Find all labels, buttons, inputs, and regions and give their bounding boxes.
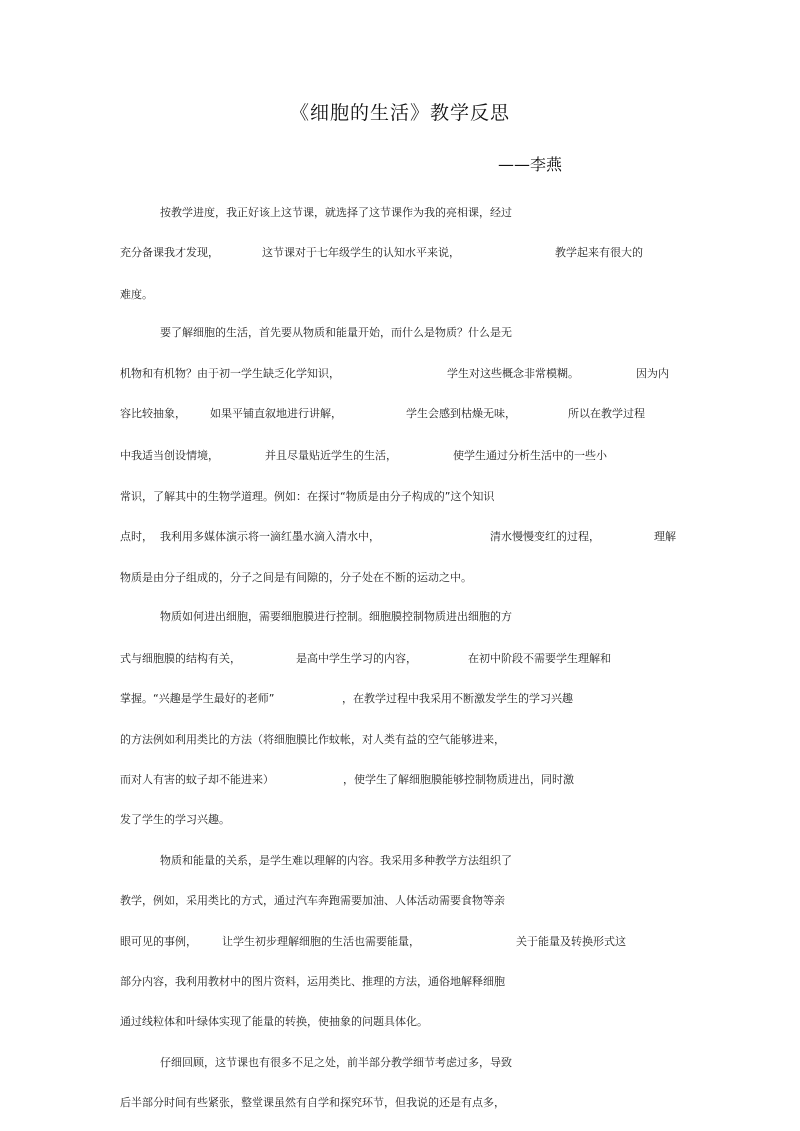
text-segment: 要了解细胞的生活，首先要从物质和能量开始，而什么是物质？什么是无	[160, 326, 512, 339]
text-line	[0, 285, 800, 305]
text-segment: 使学生通过分析生活中的一些小	[453, 449, 607, 462]
text-segment: 中我适当创设情境，	[120, 449, 219, 462]
text-segment: 教学起来有很大的	[555, 246, 643, 259]
text-segment: ，使学生了解细胞膜能够控制物质进出，同时激	[343, 773, 574, 786]
document-author: ——李燕	[498, 155, 563, 174]
text-segment: 让学生初步理解细胞的生活也需要能量，	[222, 935, 420, 948]
text-segment: 容比较抽象，	[120, 407, 186, 420]
text-line	[0, 364, 800, 384]
text-segment: 的方法例如利用类比的方法（将细胞膜比作蚊帐，对人类有益的空气能够进来，	[120, 733, 505, 746]
text-segment: 后半部分时间有些紧张，整堂课虽然有自学和探究环节，但我说的还是有点多，	[120, 1096, 505, 1109]
text-segment: 式与细胞膜的结构有关，	[120, 652, 241, 665]
text-segment: 充分备课我才发现，	[120, 246, 219, 259]
text-segment: 部分内容，我利用教材中的图片资料，运用类比、推理的方法，通俗地解释细胞	[120, 975, 505, 988]
text-segment: 所以在教学过程	[568, 407, 645, 420]
text-segment: 清水慢慢变红的过程，	[490, 530, 600, 543]
text-segment: 这节课对于七年级学生的认知水平来说，	[262, 246, 460, 259]
text-segment: 学生会感到枯燥无味，	[406, 407, 516, 420]
text-line	[0, 1012, 800, 1032]
text-line	[0, 607, 800, 627]
text-line	[0, 1053, 800, 1073]
text-line	[0, 487, 800, 507]
text-segment: 难度。	[120, 288, 153, 301]
text-segment: 常识，了解其中的生物学道理。例如：在探讨“物质是由分子构成的”这个知识	[120, 490, 495, 503]
text-segment: 关于能量及转换形式这	[516, 935, 626, 948]
text-line	[0, 446, 800, 466]
text-segment: 而对人有害的蚊子却不能进来）	[120, 773, 274, 786]
text-segment: 点时，	[120, 530, 153, 543]
text-line	[0, 972, 800, 992]
text-segment: 并且尽量贴近学生的生活，	[265, 449, 397, 462]
text-segment: 我利用多媒体演示将一滴红墨水滴入清水中，	[160, 530, 380, 543]
text-segment: 理解	[654, 530, 676, 543]
text-segment: 仔细回顾，这节课也有很多不足之处，前半部分教学细节考虑过多，导致	[160, 1056, 512, 1069]
text-segment: 物质如何进出细胞，需要细胞膜进行控制。细胞膜控制物质进出细胞的方	[160, 610, 512, 623]
text-segment: 是高中学生学习的内容，	[296, 652, 417, 665]
text-line	[0, 770, 800, 790]
text-segment: 机物和有机物？由于初一学生缺乏化学知识，	[120, 367, 340, 380]
text-line	[0, 649, 800, 669]
text-line	[0, 932, 800, 952]
text-line	[0, 851, 800, 871]
text-segment: 通过线粒体和叶绿体实现了能量的转换，使抽象的问题具体化。	[120, 1015, 428, 1028]
text-line	[0, 243, 800, 263]
text-segment: 教学，例如，采用类比的方式，通过汽车奔跑需要加油、人体活动需要食物等亲	[120, 894, 505, 907]
text-line	[0, 323, 800, 343]
document-title: 《细胞的生活》教学反思	[289, 102, 510, 124]
text-line	[0, 730, 800, 750]
text-line	[0, 1093, 800, 1113]
text-segment: 在初中阶段不需要学生理解和	[468, 652, 611, 665]
text-line	[0, 891, 800, 911]
text-line	[0, 527, 800, 547]
text-segment: 因为内	[636, 367, 669, 380]
text-segment: 眼可见的事例，	[120, 935, 197, 948]
text-segment: 物质是由分子组成的，分子之间是有间隙的，分子处在不断的运动之中。	[120, 571, 472, 584]
text-segment: 掌握。“兴趣是学生最好的老师”	[120, 692, 275, 705]
text-segment: ，在教学过程中我采用不断激发学生的学习兴趣	[342, 692, 573, 705]
text-segment: 如果平铺直叙地进行讲解，	[210, 407, 342, 420]
text-line	[0, 568, 800, 588]
text-segment: 按教学进度，我正好该上这节课，就选择了这节课作为我的亮相课，经过	[160, 206, 512, 219]
text-segment: 物质和能量的关系，是学生难以理解的内容。我采用多种教学方法组织了	[160, 854, 512, 867]
text-segment: 发了学生的学习兴趣。	[120, 813, 230, 826]
text-line	[0, 810, 800, 830]
text-segment: 学生对这些概念非常模糊。	[447, 367, 579, 380]
text-line	[0, 689, 800, 709]
text-line	[0, 203, 800, 223]
text-line	[0, 404, 800, 424]
